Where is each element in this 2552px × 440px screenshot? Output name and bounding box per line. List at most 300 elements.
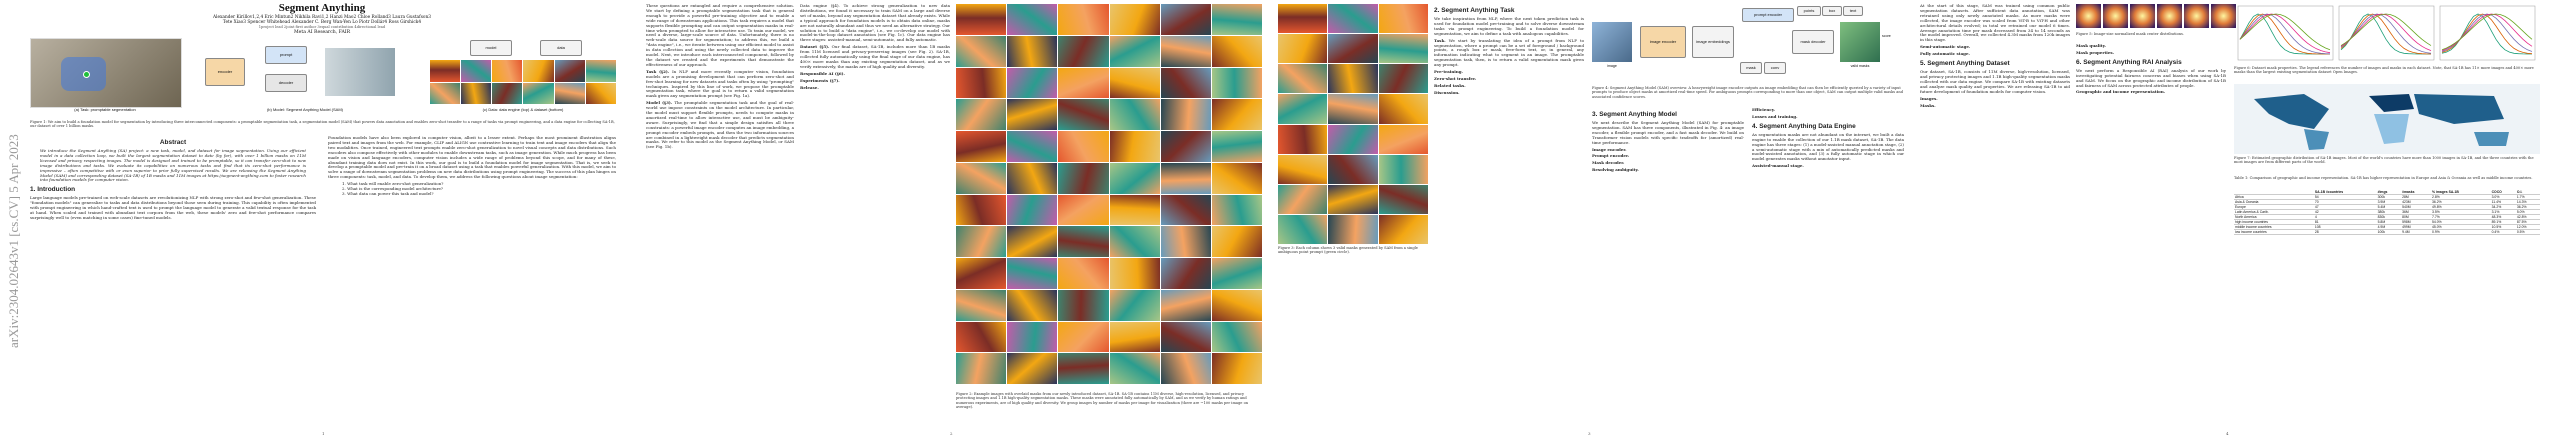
fig4-image-encoder: image encoder	[1640, 26, 1686, 58]
model-head: Model (§3).	[646, 100, 673, 106]
ambiguous-mask-example	[1379, 64, 1428, 93]
zero-shot-heading: Zero-shot transfer.	[1434, 75, 1477, 81]
table-header-cell: % images SA-1B	[2431, 190, 2491, 195]
table-cell: 28M	[2401, 195, 2431, 200]
sa1b-example-image	[1212, 99, 1262, 130]
ambiguous-mask-example	[1379, 4, 1428, 33]
page-3	[1274, 0, 1910, 440]
fig4-label-score: score	[1882, 34, 1891, 38]
dataset-thumbnail	[586, 60, 616, 82]
table-cell: 42	[2314, 210, 2377, 215]
question-1: 1. What task will enable zero-shot generalization?	[342, 181, 444, 187]
page1-right-column	[328, 136, 616, 197]
question-list	[328, 182, 616, 197]
fig6-mask-property-plots	[2234, 4, 2540, 64]
assisted-manual-heading: Assisted-manual stage.	[1752, 163, 1804, 169]
ambiguous-mask-example	[1328, 94, 1377, 123]
table-cell: 49.8%	[2431, 205, 2491, 210]
dataset-thumbnail	[461, 60, 491, 82]
sa1b-example-image	[1007, 290, 1057, 321]
table-cell: 0.9%	[2431, 230, 2491, 235]
ambiguous-mask-example	[1379, 185, 1428, 214]
fig4-points: points	[1797, 6, 1821, 16]
efficiency-heading: Efficiency.	[1752, 107, 1775, 112]
point-prompt-icon	[83, 71, 90, 78]
sa1b-example-image	[1007, 195, 1057, 226]
sa1b-example-image	[1161, 4, 1211, 35]
paper-title: Segment Anything	[278, 2, 366, 14]
table-cell: 598M	[2401, 220, 2431, 225]
ambiguous-mask-example	[1379, 94, 1428, 123]
semi-auto-heading: Semi-automatic stage.	[1920, 44, 1971, 50]
sa1b-example-image	[1212, 131, 1262, 162]
table-header-cell: COCO	[2491, 190, 2516, 195]
page2-middle-column	[800, 4, 950, 93]
table-cell: 5.0%	[2516, 210, 2540, 215]
ambiguous-mask-example	[1328, 34, 1377, 63]
sa1b-example-image	[1161, 290, 1211, 321]
fig4-input-image	[1592, 22, 1632, 62]
ambiguous-mask-example	[1278, 155, 1327, 184]
page3-task-column	[1434, 4, 1584, 98]
sa1b-example-image	[1007, 68, 1057, 99]
mask-decoder-heading: Mask decoder.	[1592, 160, 1625, 166]
model-text: The promptable segmentation task and the goal of real-world use impose constraints on the model architecture. In particular, the model must support flexible prompts, needs to compute masks in amortized real-time to allow interactive use, and must be ambiguity-aware. Surprisingly, we find that a simple design satisfies all three constraints: a powerful image encoder computes an image embedding, a prompt encoder embeds prompts, and then the two information sources are combined in a lightweight mask decoder that predicts segmentation masks. We refer to this model as the Segment Anything Model, or SAM (see Fig. 1b).	[646, 100, 794, 150]
table-cell: 300k	[2377, 195, 2401, 200]
table-1-caption: Table 1: Comparison of geographic and income representation. SA-1B has higher representation in Europe and Asia & Oceania as well as middle income countries.	[2234, 176, 2533, 180]
ambiguous-mask-example	[1278, 215, 1327, 244]
sa1b-example-image	[1007, 163, 1057, 194]
table-cell: Latin America & Carib.	[2234, 210, 2314, 215]
sa1b-example-image	[1058, 4, 1108, 35]
experiments-head: Experiments (§7).	[800, 77, 840, 83]
fig1b-decoder: decoder	[265, 74, 307, 92]
table-cell: 28	[2314, 230, 2377, 235]
sa1b-example-image	[956, 131, 1006, 162]
sa1b-example-image	[1212, 4, 1262, 35]
page-number-3: 3	[1588, 431, 1591, 436]
sa1b-example-image	[1007, 353, 1057, 384]
table-cell: 14.3%	[2516, 200, 2540, 205]
sa1b-example-image	[1007, 99, 1057, 130]
ambiguous-mask-example	[1328, 155, 1377, 184]
table-cell: 4	[2314, 215, 2377, 220]
figure-3	[1278, 4, 1428, 252]
page-4	[1916, 0, 2546, 440]
sa1b-example-image	[1058, 195, 1108, 226]
dataset-curve	[2341, 14, 2431, 53]
mask-center-heatmap	[2211, 4, 2236, 28]
authors-line-2: Tete Xiao3 Spencer Whitehead Alexander C. Berg Wan-Yen Lo Piotr Dollár4 Ross Girshick4	[222, 20, 422, 25]
dataset-thumbnail	[492, 83, 522, 105]
sa1b-example-image	[1161, 322, 1211, 353]
table-cell: 0.5%	[2516, 230, 2540, 235]
ambiguous-mask-example	[1328, 185, 1377, 214]
sa1b-example-image	[1161, 163, 1211, 194]
section-3-text: We next describe the Segment Anything Model (SAM) for promptable segmentation. SAM has three components, illustrated in Fig. 4: an image encoder, a flexible prompt encoder, and a fast mask decoder. We build on Transformer vision models with specific tradeoffs for (amortized) real-time performance.	[1592, 120, 1744, 145]
ambiguous-mask-example	[1278, 94, 1327, 123]
fig4-text: text	[1843, 6, 1863, 16]
mask-quality-heading: Mask quality.	[2076, 43, 2106, 48]
abstract-text: We introduce the Segment Anything (SA) project: a new task, model, and dataset for image segmentation. Using our efficient model in a data collection loop, we built the largest segmentation dataset to date (by far), with over 1 billion masks on 11M licensed and privacy respecting images. The model is designed and trained to be promptable, so it can transfer zero-shot to new image distributions and tasks. We evaluate its capabilities on numerous tasks and find that its zero-shot performance is impressive – often competitive with or even superior to prior fully supervised results. We are releasing the Segment Anything Model (SAM) and corresponding dataset (SA-1B) of 1B masks and 11M images at https://segment-anything.com to foster research into foundation models for computer vision.	[40, 148, 306, 183]
table-cell: high income countries	[2234, 220, 2314, 225]
images-heading: Images.	[1920, 95, 1938, 101]
table-cell: 45.0%	[2431, 225, 2491, 230]
release-head: Release.	[800, 84, 819, 90]
fig1b-diagram	[205, 38, 405, 106]
table-cell: 423M	[2401, 200, 2431, 205]
ambiguous-mask-example	[1379, 155, 1428, 184]
losses-heading: Losses and training.	[1752, 113, 1798, 119]
table-cell: 3.5%	[2431, 210, 2491, 215]
sa1b-example-image	[1161, 195, 1211, 226]
table-cell: 100k	[2377, 230, 2401, 235]
fig1a-label: (a) Task: promptable segmentation	[74, 107, 136, 112]
sa1b-example-image	[1058, 36, 1108, 67]
dataset-thumbnail	[461, 83, 491, 105]
sa1b-example-image	[1007, 258, 1057, 289]
related-tasks-heading: Related tasks.	[1434, 82, 1466, 88]
fig1c-model-box: model	[470, 40, 512, 56]
intro-text: Large language models pre-trained on web-scale datasets are revolutionizing NLP with strong zero-shot and few-shot generalization. These "foundation models" can generalize to tasks and data distributions beyond those seen during training. This capability is often implemented with prompt engineering in which hand-crafted text is used to prompt the language model to generate a valid textual response for the task at hand. When scaled and trained with abundant text corpora from the web, these models' zero and few-shot performance compares surprisingly well to (even matching in some cases) fine-tuned models.	[30, 195, 316, 220]
table-cell: 11.4%	[2491, 200, 2516, 205]
fig1c-data-box: data	[540, 40, 582, 56]
table-header-cell: SA-1B #countries	[2314, 190, 2377, 195]
table-cell: 42.8%	[2516, 215, 2540, 220]
table-cell: 36M	[2401, 210, 2431, 215]
table-cell: 36.2%	[2516, 205, 2540, 210]
sa1b-example-image	[1110, 195, 1160, 226]
table-cell: 54.0%	[2431, 220, 2491, 225]
table-cell: Europe	[2234, 205, 2314, 210]
abstract-heading: Abstract	[159, 139, 187, 146]
sa1b-example-image	[1110, 226, 1160, 257]
sa1b-example-image	[1212, 226, 1262, 257]
prompt-encoder-heading: Prompt encoder.	[1592, 153, 1630, 159]
table-cell: 9.4M	[2401, 230, 2431, 235]
table-row	[2234, 230, 2540, 235]
sa1b-example-image	[956, 36, 1006, 67]
fig4-output-masks	[1840, 22, 1880, 62]
sa1b-example-image	[956, 99, 1006, 130]
sa1b-example-image	[1110, 99, 1160, 130]
affiliation: Meta AI Research, FAIR	[293, 30, 351, 35]
ambiguous-mask-example	[1328, 125, 1377, 154]
dataset-thumbnail	[430, 60, 460, 82]
table-cell: 54	[2314, 195, 2377, 200]
figure-4	[1592, 4, 1904, 84]
fig1c-data-engine	[430, 38, 616, 106]
author-list	[42, 15, 602, 35]
sa1b-example-image	[1110, 290, 1160, 321]
table-cell: 10.5%	[2491, 225, 2516, 230]
pretraining-heading: Pre-training.	[1434, 69, 1463, 75]
task-text: In NLP and more recently computer vision, foundation models are a promising development that can perform zero-shot and few-shot learning for new datasets and tasks often by using "prompting" techniques. Inspired by this line of work, we propose the promptable segmentation task, where the goal is to return a valid segmentation mask given any segmentation prompt (see Fig. 1a).	[646, 68, 795, 99]
page-number-1: 1	[322, 431, 325, 436]
sa1b-example-image	[1058, 258, 1108, 289]
fig4-box: box	[1822, 6, 1842, 16]
sa1b-example-image	[956, 258, 1006, 289]
fig2-image-mosaic	[956, 4, 1262, 384]
section-2-heading: 2. Segment Anything Task	[1434, 7, 1515, 14]
table-cell: Africa	[2234, 195, 2314, 200]
table-cell: middle income countries	[2234, 225, 2314, 230]
table-cell: 47	[2314, 205, 2377, 210]
authors-line-1: Alexander Kirillov1,2,4 Eric Mintun2 Nikhila Ravi1,2 Hanzi Mao2 Chloe Rolland3 Laura Gustafson3	[212, 15, 432, 20]
page-1	[22, 0, 634, 440]
mask-properties-heading: Mask properties.	[2076, 49, 2115, 55]
table-cell: 89.1%	[2491, 220, 2516, 225]
dataset-thumbnail	[430, 83, 460, 105]
sa1b-example-image	[1058, 226, 1108, 257]
sa1b-example-image	[1161, 131, 1211, 162]
dataset-text: Our final dataset, SA-1B, includes more than 1B masks from 11M licensed and privacy-preserving images (see Fig. 2). SA-1B, collected fully automatically using the final stage of our data engine, has 400× more masks than any existing segmentation dataset, and as we verify extensively, the masks are of high quality and diversity.	[800, 44, 950, 69]
table-cell: low income countries	[2234, 230, 2314, 235]
table-cell: 2.8%	[2431, 195, 2491, 200]
figure-2-caption: Figure 2: Example images with overlaid masks from our newly introduced dataset, SA-1B. SA-1B contains 11M diverse, high-resolution, licensed, and privacy protecting images and 1.1B high-quality segmentation masks. These masks were annotated fully automatically by SAM, and as we verify by human ratings and numerous experiments, are of high quality and diversity. We group images by number of masks per image for visualization (there are ~100 masks per image on average).	[956, 392, 1249, 410]
section-4-text: As segmentation masks are not abundant on the internet, we built a data engine to enable the collection of our 1.1B mask dataset, SA-1B. The data engine has three stages: (1) a model-assisted manual annotation stage, (2) a semi-automatic stage with a mix of automatically predicted masks and model-assisted annotation, and (3) a fully automatic stage in which our model generates masks without annotator input.	[1752, 131, 1904, 162]
table-cell: 5.4M	[2377, 205, 2401, 210]
sa1b-example-image	[956, 322, 1006, 353]
property-plot	[2238, 6, 2333, 60]
sa1b-example-image	[956, 195, 1006, 226]
sa1b-example-image	[1161, 353, 1211, 384]
table-header-cell: #imgs	[2377, 190, 2401, 195]
mask-center-heatmap	[2184, 4, 2209, 28]
fig1b-label: (b) Model: Segment Anything Model (SAM)	[266, 107, 344, 112]
dataset-thumbnail	[586, 83, 616, 105]
page-2	[640, 0, 1268, 440]
section-4-heading: 4. Segment Anything Data Engine	[1752, 122, 1856, 130]
sa1b-example-image	[1058, 163, 1108, 194]
page3-engine-column	[1752, 108, 1904, 171]
dataset-curve	[2442, 14, 2532, 54]
table-cell: 87.5%	[2516, 220, 2540, 225]
section-6-heading: 6. Segment Anything RAI Analysis	[2076, 58, 2182, 66]
table-cell: 4.9M	[2377, 225, 2401, 230]
ambiguous-mask-example	[1379, 125, 1428, 154]
page2-left-column	[646, 4, 794, 152]
sa1b-example-image	[1007, 4, 1057, 35]
mask-center-heatmap	[2157, 4, 2182, 28]
figure-7	[2234, 84, 2540, 154]
figure-3-caption: Figure 3: Each column shows 3 valid masks generated by SAM from a single ambiguous point prompt (green circle).	[1278, 246, 1418, 255]
ambiguous-mask-example	[1278, 4, 1327, 33]
sa1b-example-image	[1058, 68, 1108, 99]
question-3: 3. What data can power this task and model?	[342, 190, 434, 196]
fig1b-output-masks	[325, 48, 395, 96]
section-5-heading: 5. Segment Anything Dataset	[1920, 60, 2010, 68]
fully-auto-heading: Fully automatic stage.	[1920, 51, 1970, 57]
sa1b-example-image	[1058, 290, 1108, 321]
question-2: 2. What is the corresponding model architecture?	[342, 186, 444, 192]
sa1b-example-image	[1161, 68, 1211, 99]
arxiv-identifier	[4, 90, 20, 350]
section-3-heading: 3. Segment Anything Model	[1592, 111, 1677, 118]
table-cell: 36.2%	[2431, 200, 2491, 205]
ambiguous-mask-example	[1278, 125, 1327, 154]
sa1b-example-image	[1007, 36, 1057, 67]
dataset-curve	[2240, 14, 2330, 54]
page4-left-column	[1920, 4, 2070, 110]
page4-middle-column	[2076, 44, 2226, 97]
figure-5	[2076, 4, 2236, 30]
sa1b-example-image	[1212, 195, 1262, 226]
ambiguous-mask-example	[1278, 185, 1327, 214]
fig3-ambiguity-grid	[1278, 4, 1428, 244]
table-cell: 5.8M	[2377, 220, 2401, 225]
dataset-thumbnail	[492, 60, 522, 82]
sa1b-example-image	[1110, 4, 1160, 35]
dataset-thumbnail	[555, 83, 585, 105]
figure-2	[956, 4, 1262, 394]
responsible-head: Responsible AI (§6).	[800, 70, 845, 76]
fig4-image-embeddings: image embeddings	[1692, 26, 1734, 58]
figure-1	[30, 38, 616, 116]
dataset-head: Dataset (§5).	[800, 44, 830, 50]
section-2-text: We take inspiration from NLP, where the next token prediction task is used for foundation model pre-training and to solve diverse downstream tasks via prompt engineering. To build a foundation model for segmentation, we aim to define a task with analogous capabilities.	[1434, 16, 1584, 36]
fig5-center-heatmaps	[2076, 4, 2236, 28]
figure-4-caption: Figure 4: Segment Anything Model (SAM) overview. A heavyweight image encoder outputs an image embedding that can then be efficiently queried by a variety of input prompts to produce object masks at amortized real-time speed. For ambiguous prompts corresponding to more than one object, SAM can output multiple valid masks and associated confidence scores.	[1592, 86, 1904, 99]
fig4-label-image: image	[1607, 64, 1617, 68]
sa1b-example-image	[1110, 163, 1160, 194]
page1-left-column	[30, 136, 316, 223]
sa1b-example-image	[1212, 68, 1262, 99]
fig7-world-map	[2234, 84, 2540, 154]
sa1b-example-image	[1212, 322, 1262, 353]
table-cell: 12.0%	[2516, 225, 2540, 230]
ambiguous-mask-example	[1379, 215, 1428, 244]
table-1-geographic-representation	[2234, 190, 2540, 235]
sa1b-example-image	[1212, 290, 1262, 321]
ambiguous-mask-example	[1328, 215, 1377, 244]
sa1b-example-image	[956, 226, 1006, 257]
table-cell: Asia & Oceania	[2234, 200, 2314, 205]
fig1b-image-encoder: encoder	[205, 58, 245, 86]
sa1b-example-image	[1058, 322, 1108, 353]
dataset-curve	[2442, 14, 2532, 54]
table-cell: 540M	[2401, 205, 2431, 210]
sa1b-example-image	[1212, 163, 1262, 194]
property-plot	[2440, 6, 2535, 60]
sa1b-example-image	[1058, 131, 1108, 162]
task-heading: Task.	[1434, 37, 1446, 43]
fig4-label-valid-masks: valid masks	[1850, 64, 1870, 68]
table-cell: North America	[2234, 215, 2314, 220]
sa1b-example-image	[1212, 353, 1262, 384]
task-body: We start by translating the idea of a prompt from NLP to segmentation, where a prompt can be a set of foreground / background points, a rough box or mask, free-form text, or, in general, any information indicating what to segment in an image. The promptable segmentation task, then, is to return a valid segmentation mask given any prompt.	[1434, 37, 1584, 68]
mask-center-heatmap	[2076, 4, 2101, 28]
figure-1-caption: Figure 1: We aim to build a foundation model for segmentation by introducing three interconnected components: a promptable segmentation task, a segmentation model (SAM) that powers data annotation and enables zero-shot transfer to a range of tasks via prompt engineering, and a data engine for collecting SA-1B, our dataset of over 1 billion masks.	[30, 120, 615, 129]
oceania-region	[2474, 132, 2509, 146]
ambiguous-mask-example	[1379, 34, 1428, 63]
table-cell: 48.3%	[2491, 215, 2516, 220]
image-encoder-heading: Image encoder.	[1592, 146, 1627, 152]
ambiguous-mask-example	[1328, 4, 1377, 33]
sa1b-example-image	[1007, 322, 1057, 353]
fig4-prompt-encoder: prompt encoder	[1742, 8, 1794, 22]
ambiguous-mask-example	[1278, 34, 1327, 63]
table-cell: 499M	[2401, 225, 2431, 230]
sa1b-example-image	[956, 4, 1006, 35]
table-cell: 7.7%	[2431, 215, 2491, 220]
page2-intro-text: These questions are entangled and require a comprehensive solution. We start by defining a promptable segmentation task that is general enough to provide a powerful pre-training objective and to enable a wide range of downstream applications. This task requires a model that supports flexible prompting and can output segmentation masks in real-time when prompted to allow for interactive use. To train our model, we need a diverse, large-scale source of data. Unfortunately, there is no web-scale data source for segmentation; to address this, we build a "data engine", i.e., we iterate between using our efficient model to assist in data collection and using the newly collected data to improve the model. Next, we introduce each interconnected component, followed by the dataset we created and the experiments that demonstrate the effectiveness of our approach.	[646, 3, 795, 67]
sa1b-example-image	[1161, 226, 1211, 257]
sa1b-example-image	[1058, 353, 1108, 384]
ambiguous-mask-example	[1328, 64, 1377, 93]
table-header-cell: O.I.	[2516, 190, 2540, 195]
table-cell: 70	[2314, 200, 2377, 205]
affiliation-note: 1project lead 2joint first author 3equal contribution 4directional lead	[258, 25, 386, 29]
sa1b-example-image	[1007, 226, 1057, 257]
mask-center-heatmap	[2130, 4, 2155, 28]
data-engine-text: Data engine (§4). To achieve strong generalization to new data distributions, we found it necessary to train SAM on a large and diverse set of masks, beyond any segmentation dataset that already exists. While a typical approach for foundation models is to obtain data online, masks are not naturally abundant and thus we need an alternative strategy. Our solution is to build a "data engine", i.e., we co-develop our model with model-in-the-loop dataset annotation (see Fig. 1c). Our data engine has three stages: assisted-manual, semi-automatic, and fully automatic.	[800, 3, 950, 43]
sa1b-example-image	[1058, 99, 1108, 130]
intro-continued: Foundation models have also been explored in computer vision, albeit to a lesser extent. Perhaps the most prominent illustration aligns paired text and images from the web. For example, CLIP and ALIGN use contrastive learning to train text and image encoders that align the two modalities. Once trained, engineered text prompts enable zero-shot generalization to novel visual concepts and data distributions. Such encoders also compose effectively with other modules to enable downstream tasks, such as image generation. While much progress has been made on vision and language encoders, computer vision includes a wide range of problems beyond this scope, and for many of these, abundant training data does not exist. In this work, our goal is to build a foundation model for image segmentation. That is, we seek to develop a promptable model and pre-train it on a broad dataset using a task that enables powerful generalization. With this model, we aim to solve a range of downstream segmentation problems on new data distributions using prompt engineering. The success of this plan hinges on three components: task, model, and data. To develop them, we address the following questions about image segmentation:	[328, 135, 616, 180]
sa1b-example-image	[1161, 36, 1211, 67]
sa1b-example-image	[956, 163, 1006, 194]
page-number-4: 4	[2226, 431, 2229, 436]
sa1b-example-image	[1110, 36, 1160, 67]
table-cell: 3.0%	[2491, 195, 2516, 200]
fig4-mask-decoder: mask decoder	[1792, 30, 1834, 54]
table-cell: 34.2%	[2491, 205, 2516, 210]
dataset-thumbnail	[523, 83, 553, 105]
fig1c-dataset-mosaic	[430, 60, 616, 104]
sa1b-example-image	[1007, 131, 1057, 162]
mask-center-heatmap	[2103, 4, 2128, 28]
fig1c-label: (c) Data: data engine (top) & dataset (bottom)	[482, 107, 564, 112]
section-6-text: We next perform a Responsible AI (RAI) analysis of our work by investigating potential fairness concerns and biases when using SA-1B and SAM. We focus on the geographic and income distribution of SA-1B and fairness of SAM across protected attributes of people.	[2076, 67, 2226, 88]
sa1b-example-image	[1161, 99, 1211, 130]
table-cell: 3.9M	[2377, 200, 2401, 205]
table-cell: 81	[2314, 220, 2377, 225]
figure-7-caption: Figure 7: Estimated geographic distribution of SA-1B images. Most of the world's countries have more than 1000 images in SA-1B, and the three countries with the most images are from different parts of the world.	[2234, 156, 2534, 165]
table-cell: 3.1%	[2491, 210, 2516, 215]
figure-5-caption: Figure 5: Image-size normalized mask center distributions.	[2076, 32, 2185, 36]
table-cell: 1.7%	[2516, 195, 2540, 200]
table-cell: 0.4%	[2491, 230, 2516, 235]
table-cell: 830k	[2377, 215, 2401, 220]
geographic-heading: Geographic and income representation.	[2076, 89, 2166, 95]
section-5-text: Our dataset, SA-1B, consists of 11M diverse, high-resolution, licensed, and privacy protecting images and 1.1B high-quality segmentation masks collected with our data engine. We compare SA-1B with existing datasets and analyze mask quality and properties. We are releasing SA-1B to aid future development of foundation models for computer vision.	[1920, 69, 2070, 94]
discussion-heading: Discussion.	[1434, 89, 1460, 95]
figure-6-caption: Figure 6: Dataset mask properties. The legend references the number of images and masks in each dataset. Note, that SA-1B has 11× more images and 400× more masks than the largest existing segmentation dataset Open Images.	[2234, 66, 2534, 75]
task-head: Task (§2).	[646, 68, 670, 74]
sa1b-example-image	[1212, 36, 1262, 67]
table-cell: 108	[2314, 225, 2377, 230]
sa1b-example-image	[956, 353, 1006, 384]
page4-assisted-text: At the start of this stage, SAM was trained using common public segmentation datasets. After sufficient data annotation, SAM was retrained using only newly annotated masks. As more masks were collected, the image encoder was scaled from ViT-B to ViT-H and other architectural details evolved; in total we retrained our model 6 times. Average annotation time per mask decreased from 34 to 14 seconds as the model improved. Overall, we collected 4.3M masks from 120k images in this stage.	[1920, 3, 2070, 43]
ambiguous-mask-example	[1278, 64, 1327, 93]
sa1b-example-image	[1212, 258, 1262, 289]
table-header-cell: #masks	[2401, 190, 2431, 195]
fig1a-image	[30, 38, 182, 108]
page3-model-column	[1592, 108, 1744, 175]
fig4-conv: conv	[1764, 62, 1786, 74]
ambiguity-heading: Resolving ambiguity.	[1592, 167, 1639, 173]
dataset-thumbnail	[555, 60, 585, 82]
page-number-2: 2	[950, 431, 953, 436]
sa1b-example-image	[956, 290, 1006, 321]
fig1b-prompt-encoder: prompt	[265, 46, 307, 64]
arxiv-id-text: arXiv:2304.02643v1 [cs.CV] 5 Apr 2023	[6, 134, 21, 348]
intro-heading: 1. Introduction	[30, 186, 76, 194]
property-plot	[2339, 6, 2434, 60]
sa1b-example-image	[956, 68, 1006, 99]
masks-heading: Masks.	[1920, 102, 1936, 108]
table-cell: 80M	[2401, 215, 2431, 220]
